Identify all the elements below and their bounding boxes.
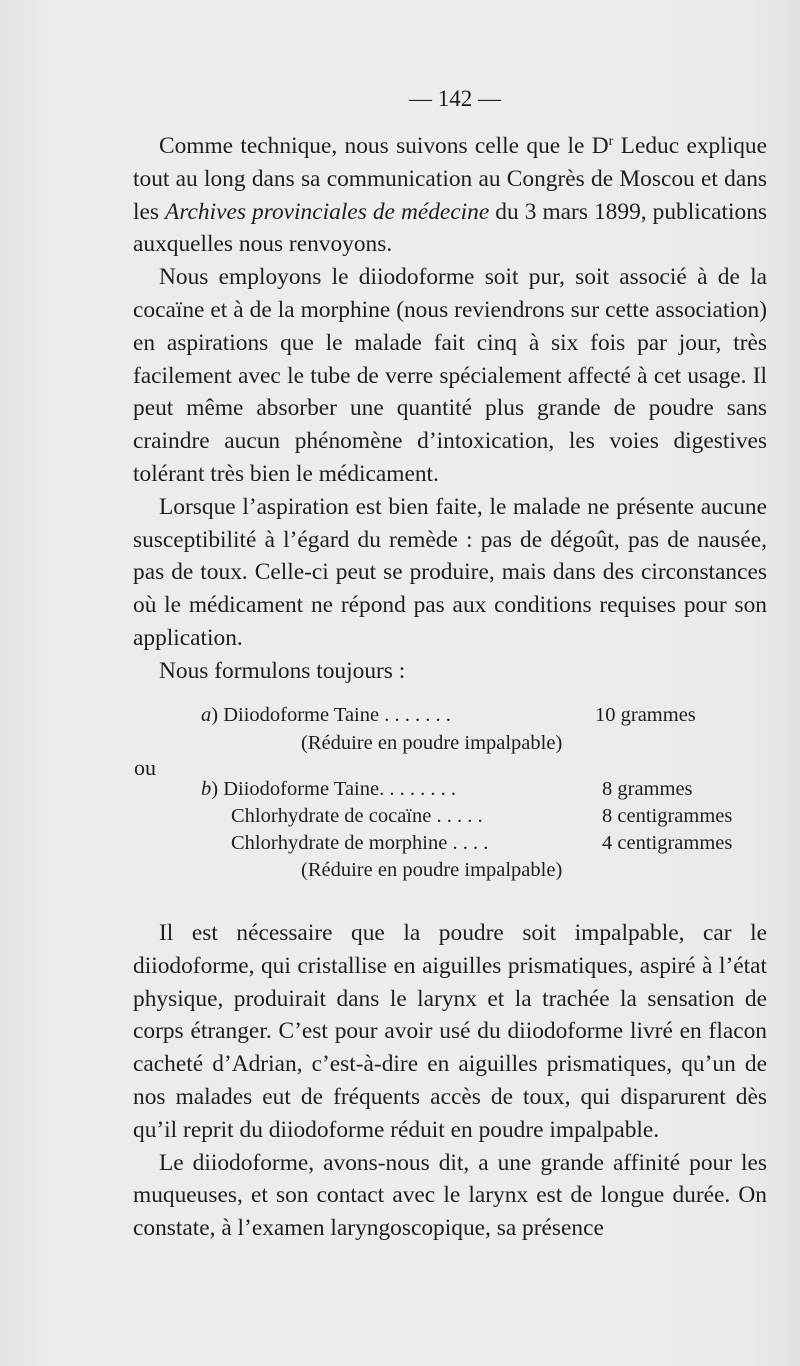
formula-a-dose: 10 grammes xyxy=(595,704,696,726)
formula-a-item: a) Diiodoforme Taine . . . . . . . xyxy=(201,704,451,726)
text-block-top xyxy=(133,130,767,688)
formula-b-item-2: Chlorhydrate de cocaïne . . . . . xyxy=(231,805,483,827)
paragraph-1: Comme technique, nous suivons celle que le $D^r$ Leduc explique tout au long dans sa communication au Congrès de Moscou et dans les Archives provinciales de médecine du 3 mars 1899, publications auxquelles nous renvoyons. xyxy=(133,133,767,258)
paragraph-5: Il est nécessaire que la poudre soit impalpable, car le diiodoforme, qui cristallise en aiguilles prismatiques, aspiré à l’état physique, produirait dans le larynx et la trachée la sensation de corps étranger. C’est pour avoir usé du diiodoforme livré en flacon cacheté d’Adrian, c’est-à-dire en aiguilles prismatiques, qu’un de nos malades eut de fréquents accès de toux, qui disparurent dès qu’il reprit du diiodoforme réduit en poudre impalpable. xyxy=(133,920,767,1143)
formula-or: ou xyxy=(134,755,156,780)
formula-a-note: (Réduire en poudre impalpable) xyxy=(301,732,563,754)
journal-title: Archives provinciales de médecine xyxy=(165,198,490,225)
paragraph-2: Nous employons le diiodoforme soit pur, soit associé à de la cocaïne et à de la morphine (nous reviendrons sur cette association) en aspirations que le malade fait cinq à six fois par jour, très facilement avec le tube de verre spécialement affecté à cet usage. Il peut même absorber une quantité plus grande de poudre sans craindre aucun phénomène d’intoxication, les voies digestives tolérant très bien le médicament. xyxy=(133,264,767,487)
formula-b-note: (Réduire en poudre impalpable) xyxy=(301,859,563,881)
formula-b-dose-1: 8 grammes xyxy=(602,778,693,800)
formula-b-item-1: b) Diiodoforme Taine. . . . . . . . xyxy=(201,778,456,800)
superscript: r xyxy=(608,134,614,149)
formula-b-item-3: Chlorhydrate de morphine . . . . xyxy=(231,832,489,854)
page-number: — 142 — xyxy=(409,86,501,111)
formula-b-dose-3: 4 centigrammes xyxy=(602,832,733,854)
paragraph-6: Le diiodoforme, avons-nous dit, a une grande affinité pour les muqueuses, et son contact avec le larynx est de longue durée. On constate, à l’examen laryngoscopique, sa présence xyxy=(133,1149,767,1242)
text-block-bottom xyxy=(133,917,767,1245)
paragraph-4: Nous formulons toujours : xyxy=(159,657,406,684)
formula-b-dose-2: 8 centigrammes xyxy=(602,805,733,827)
paragraph-3: Lorsque l’aspiration est bien faite, le malade ne présente aucune susceptibilité à l’égard du remède : pas de dégoût, pas de nausée, pas de toux. Celle-ci peut se produire, mais dans des circonstances où le médicament ne répond pas aux conditions requises pour son application. xyxy=(133,493,767,651)
